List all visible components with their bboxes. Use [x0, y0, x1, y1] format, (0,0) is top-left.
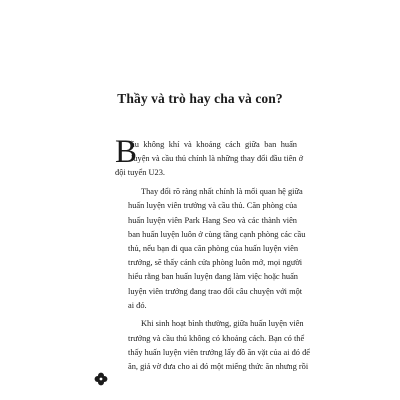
- paragraph-3: [115, 317, 310, 374]
- paragraph-line: luyện và cầu thủ chính là những thay đổi đầu tiên ở: [131, 154, 304, 164]
- paragraph-1: [115, 134, 304, 181]
- paragraph-line: ai đó.: [128, 300, 147, 310]
- paragraph-line: hiểu rằng ban huấn luyện đang làm việc hoặc huấn: [128, 272, 298, 282]
- paragraph-line: luyện viên trưởng đang trao đổi câu chuyện với một: [128, 286, 303, 296]
- paragraph-line: huấn luyện viên Park Hang Seo và các thành viên: [128, 215, 297, 225]
- paragraph-line: huấn luyện viên trưởng và cầu thủ. Căn phòng của: [128, 201, 297, 211]
- drop-cap: B: [115, 134, 138, 170]
- paragraph-line: Thay đổi rõ ràng nhất chính là mối quan hệ giữa: [141, 187, 303, 197]
- paragraph-line: trưởng và cầu thủ không có khoảng cách. Bạn có thể: [128, 333, 305, 343]
- paragraph-line: ầu không khí và khoảng cách giữa ban huấn: [131, 140, 297, 149]
- paragraph-line: trưởng, sẽ thấy cánh cửa phòng luôn mở, mọi người: [128, 258, 303, 268]
- paragraph-line: ăn, giả vờ đưa cho ai đó một miếng thức ăn nhưng rồi: [128, 362, 309, 372]
- paragraph-line: thủ, nếu bạn đi qua căn phòng của huấn luyện viên: [128, 243, 299, 253]
- paragraph-2: [115, 185, 306, 313]
- paragraph-line: thấy huấn luyện viên trưởng lấy đồ ăn vặt của ai đó để: [128, 347, 310, 357]
- paragraph-line: ban huấn luyện luôn ở cùng tầng cạnh phòng các cầu: [128, 229, 306, 239]
- body-text: [115, 134, 310, 374]
- clover-ornament-icon: [94, 372, 108, 386]
- chapter-title: Thầy và trò hay cha và con?: [117, 91, 283, 106]
- paragraph-line: Khi sinh hoạt bình thường, giữa huấn luyện viên: [141, 319, 304, 329]
- paragraph-line: đội tuyển U23.: [115, 168, 166, 178]
